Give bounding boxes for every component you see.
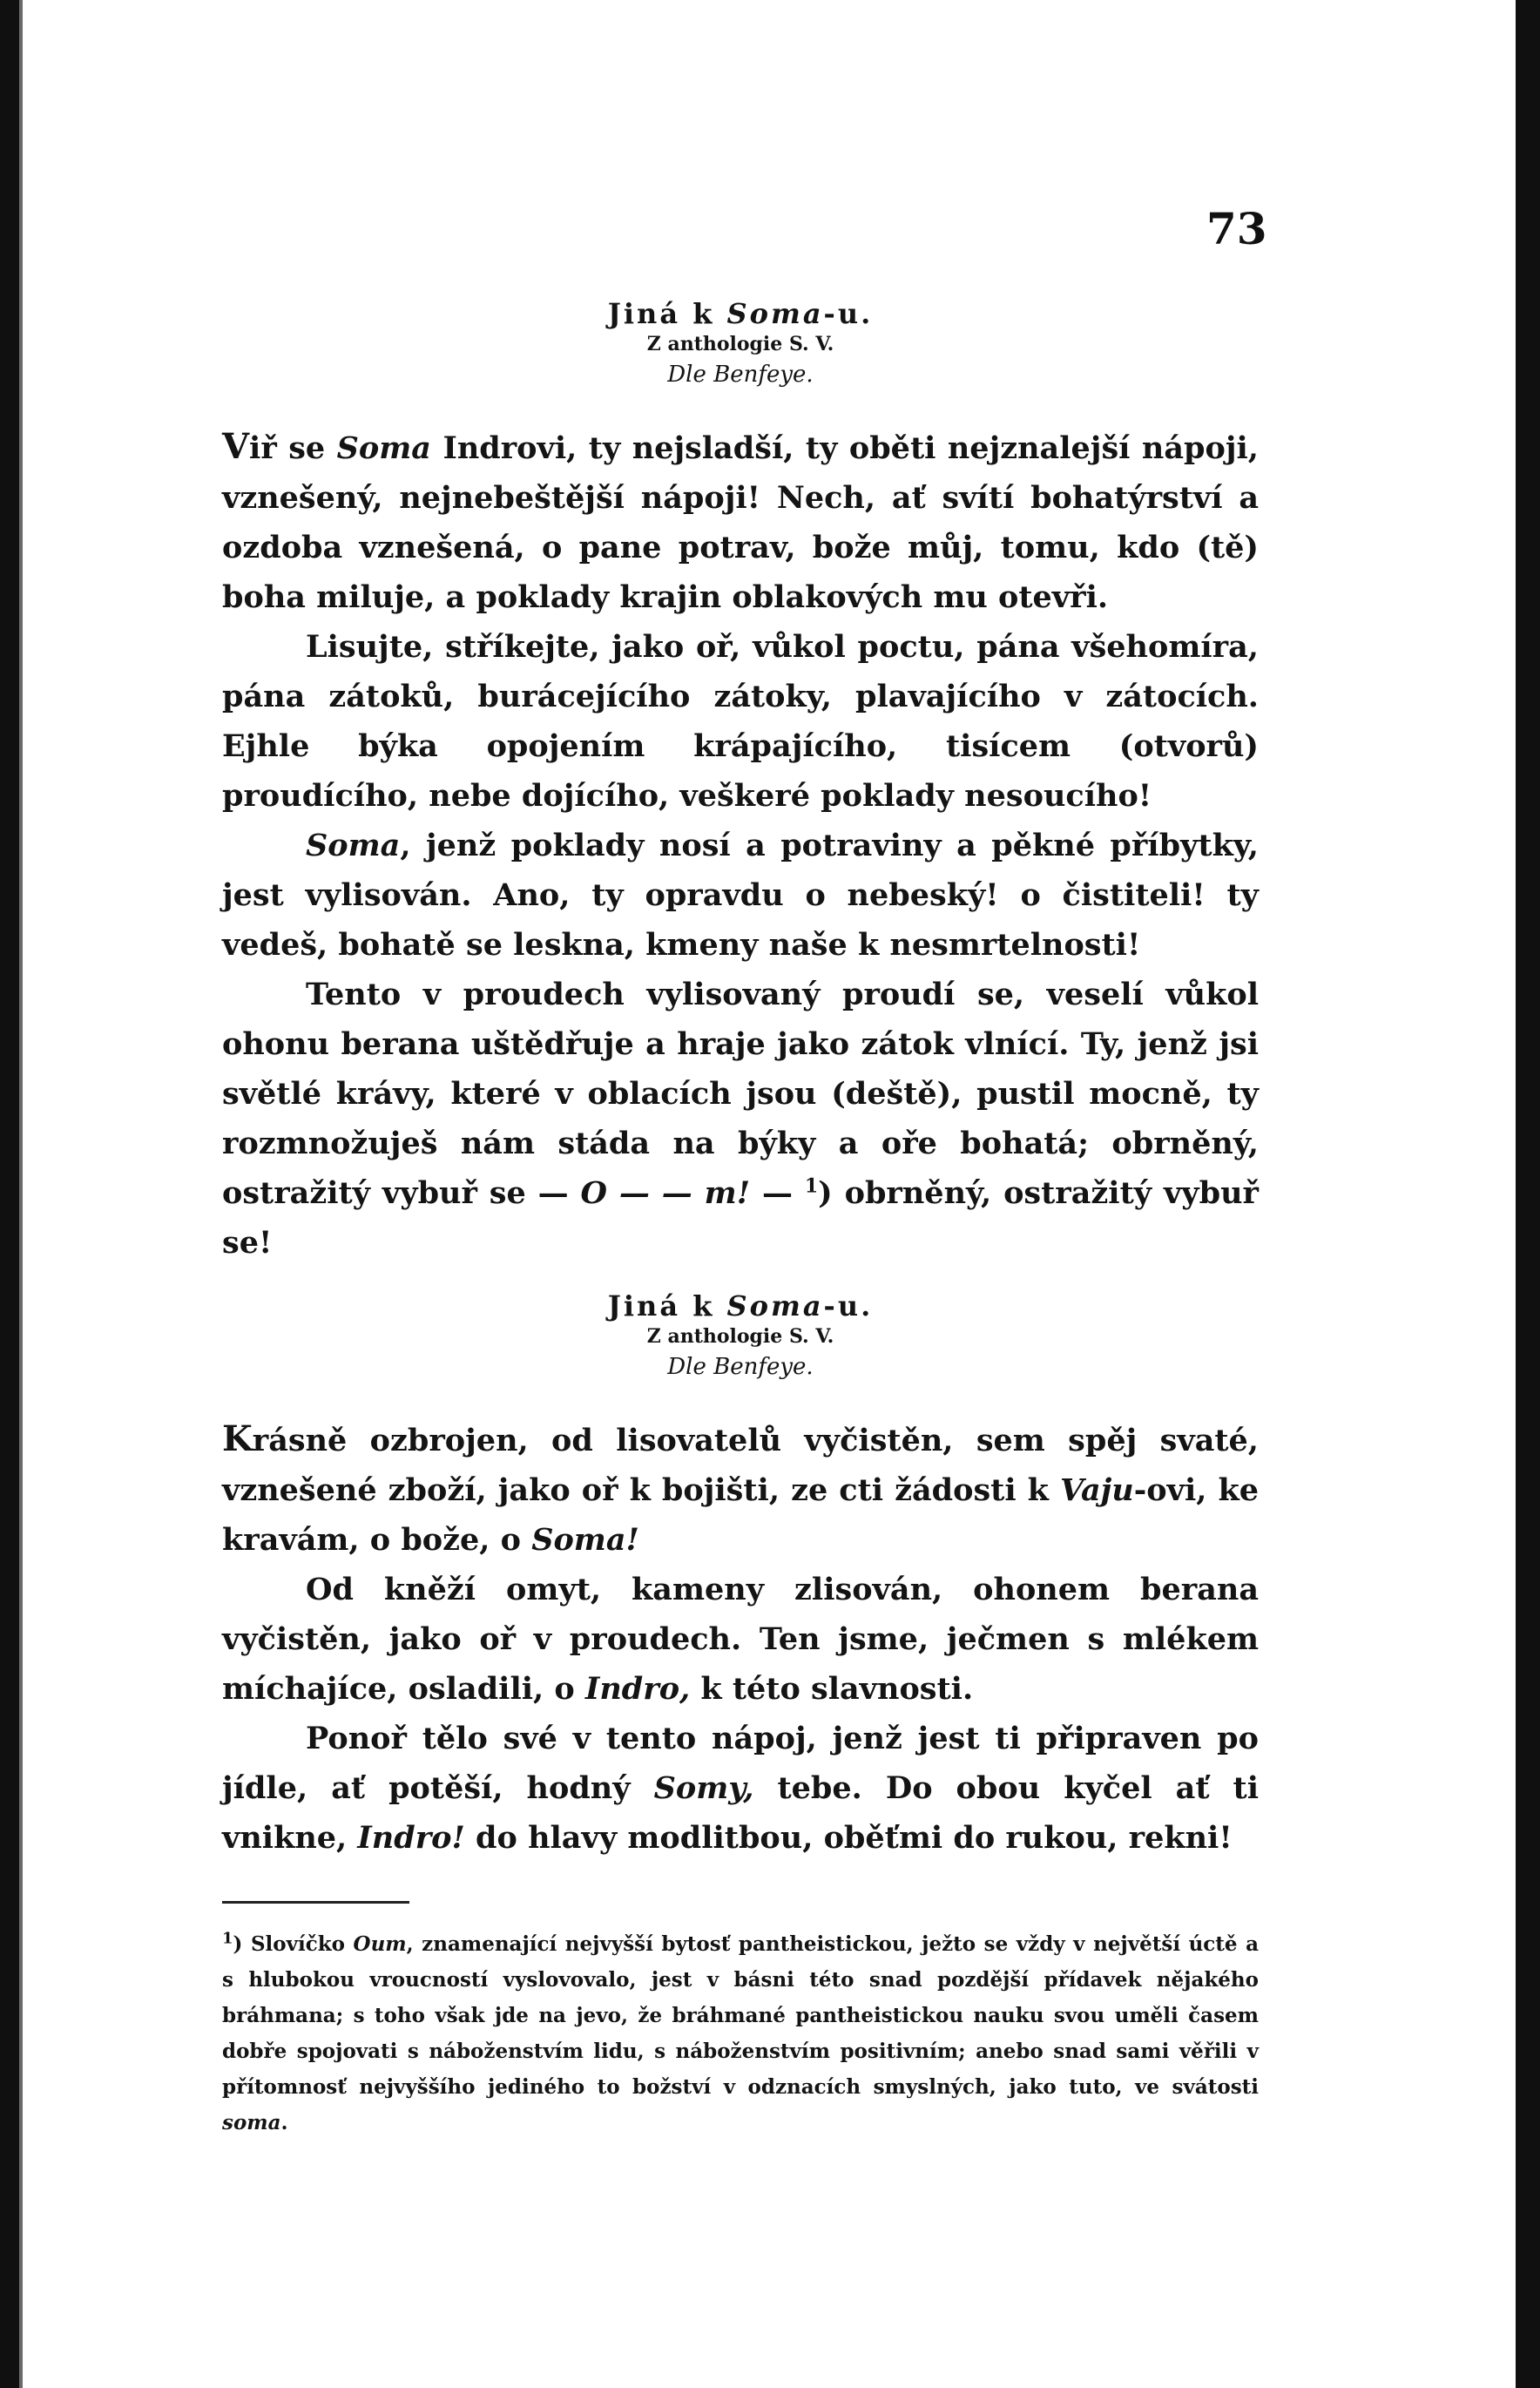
section1-subtitle: Z anthologie S. V. <box>646 333 834 355</box>
italic-term: Soma <box>336 430 431 466</box>
italic-term: Indro! <box>357 1820 465 1856</box>
text-run: . <box>280 2111 288 2134</box>
section1-paragraph-4 <box>222 970 1259 1268</box>
italic-term: soma <box>222 2111 281 2134</box>
section1-paragraph-2: Lisujte, stříkejte, jako oř, vůkol poctu, pána všehomíra, pána zátoků, burácejícího zátoky, plavajícího v zátocích. Ejhle býka opojením krápajícího, tisícem (otvorů) proudícího, nebe dojícího, veškeré poklady nesoucího! <box>222 629 1259 814</box>
section2-paragraph-2 <box>222 1565 1259 1714</box>
text-run: rásně ozbrojen, od lisovatelů vyčistěn, sem spěj svaté, vznešené zboží, jako oř k bojišti, ze cti žádosti k <box>222 1423 1259 1508</box>
footnote-reference: 1 <box>804 1174 819 1198</box>
text-run: iř se <box>249 430 337 466</box>
section-spacer <box>222 1268 1259 1289</box>
footnote-mark: 1 <box>222 1929 233 1948</box>
section1-title <box>222 296 1259 331</box>
section2-title <box>222 1289 1259 1323</box>
italic-term: Soma <box>306 828 401 863</box>
section1-heading <box>222 296 1259 392</box>
section2-subtitle: Z anthologie S. V. <box>646 1325 834 1348</box>
page-edge-shadow <box>19 0 23 2388</box>
text-run: tebe. Do obou kyčel ať ti vnikne, <box>222 1770 1259 1856</box>
text-run: k této slavnosti. <box>690 1671 974 1707</box>
text-run: Od kněží omyt, kameny zlisován, ohonem berana vyčistěn, jako oř v proudech. Ten jsme, ječmen s mlékem míchajíce, osladili, o <box>222 1572 1259 1707</box>
italic-term: Vaju <box>1060 1472 1134 1508</box>
text-run: , jenž poklady nosí a potraviny a pěkné příbytky, jest vylisován. Ano, ty opravdu o nebeský! o čistiteli! ty vedeš, bohatě se leskna, kmeny naše k nesmrtelnosti! <box>222 828 1259 963</box>
section2-byline: Dle Benfeye. <box>667 1354 814 1380</box>
text-run: ) obrněný, ostražitý vybuř se! <box>222 1175 1259 1261</box>
italic-term: Somy, <box>653 1770 754 1806</box>
section2-title-suffix: -u. <box>823 1289 874 1323</box>
section2-title-name: Soma <box>726 1289 824 1323</box>
section1-title-suffix: -u. <box>823 297 874 330</box>
text-run: Indrovi, ty nejsladší, ty oběti nejznalejší nápoji, vznešený, nejnebeštější nápoji! Nech, ať svítí bohatýrství a ozdoba vznešená, o pane potrav, bože můj, tomu, kdo (tě) boha miluje, a poklady krajin oblakových mu otevři. <box>222 430 1259 615</box>
section1-title-prefix: Jiná k <box>607 297 727 330</box>
section1-paragraph-1 <box>222 422 1259 622</box>
section2-paragraph-1 <box>222 1414 1259 1565</box>
text-run: Tento v proudech vylisovaný proudí se, veselí vůkol ohonu berana uštědřuje a hraje jako zátok vlnící. Ty, jenž jsi světlé krávy, které v oblacích jsou (deště), pustil mocně, ty rozmnožuješ nám stáda na býky a oře bohatá; obrněný, ostražitý vybuř se — <box>222 977 1259 1211</box>
text-run: , znamenající nejvyšší bytosť pantheistickou, ježto se vždy v největší úctě a s hlubokou vroucností vyslovovalo, jest v básni této snad pozdější přídavek nějakého bráhmana; s toho však jde na jevo, že bráhmané pantheistickou nauku svou uměli časem dobře spojovati s náboženstvím lidu, s náboženstvím positivním; anebo snad sami věřili v přítomnosť nejvyššího jediného to božství v odznacích smyslných, jako tuto, ve svátosti <box>222 1932 1260 2099</box>
section1-dropcap: V <box>222 426 250 467</box>
footnote-divider <box>222 1901 409 1904</box>
italic-term: Indro, <box>584 1671 691 1707</box>
section2-heading <box>222 1289 1259 1384</box>
footnote <box>222 1926 1259 2141</box>
text-run: -ovi, ke kravám, o bože, o <box>222 1472 1259 1558</box>
section2-paragraph-3 <box>222 1714 1259 1863</box>
italic-term: O — — m! <box>580 1175 751 1211</box>
section2-dropcap: K <box>222 1418 253 1459</box>
section1-title-name: Soma <box>726 297 824 330</box>
page-number: 73 <box>1206 203 1267 254</box>
section1-byline: Dle Benfeye. <box>667 362 814 388</box>
section1-paragraph-3 <box>222 821 1259 970</box>
italic-term: Oum <box>353 1932 407 1956</box>
text-run: Ponoř tělo své v tento nápoj, jenž jest ti připraven po jídle, ať potěší, hodný <box>222 1721 1259 1806</box>
section2-title-prefix: Jiná k <box>607 1289 727 1323</box>
italic-term: Soma! <box>531 1522 639 1558</box>
page-content <box>222 296 1259 2141</box>
text-run: ) Slovíčko <box>233 1932 354 1956</box>
text-run: — <box>750 1175 805 1211</box>
text-run: do hlavy modlitbou, oběťmi do rukou, rekni! <box>464 1820 1233 1856</box>
